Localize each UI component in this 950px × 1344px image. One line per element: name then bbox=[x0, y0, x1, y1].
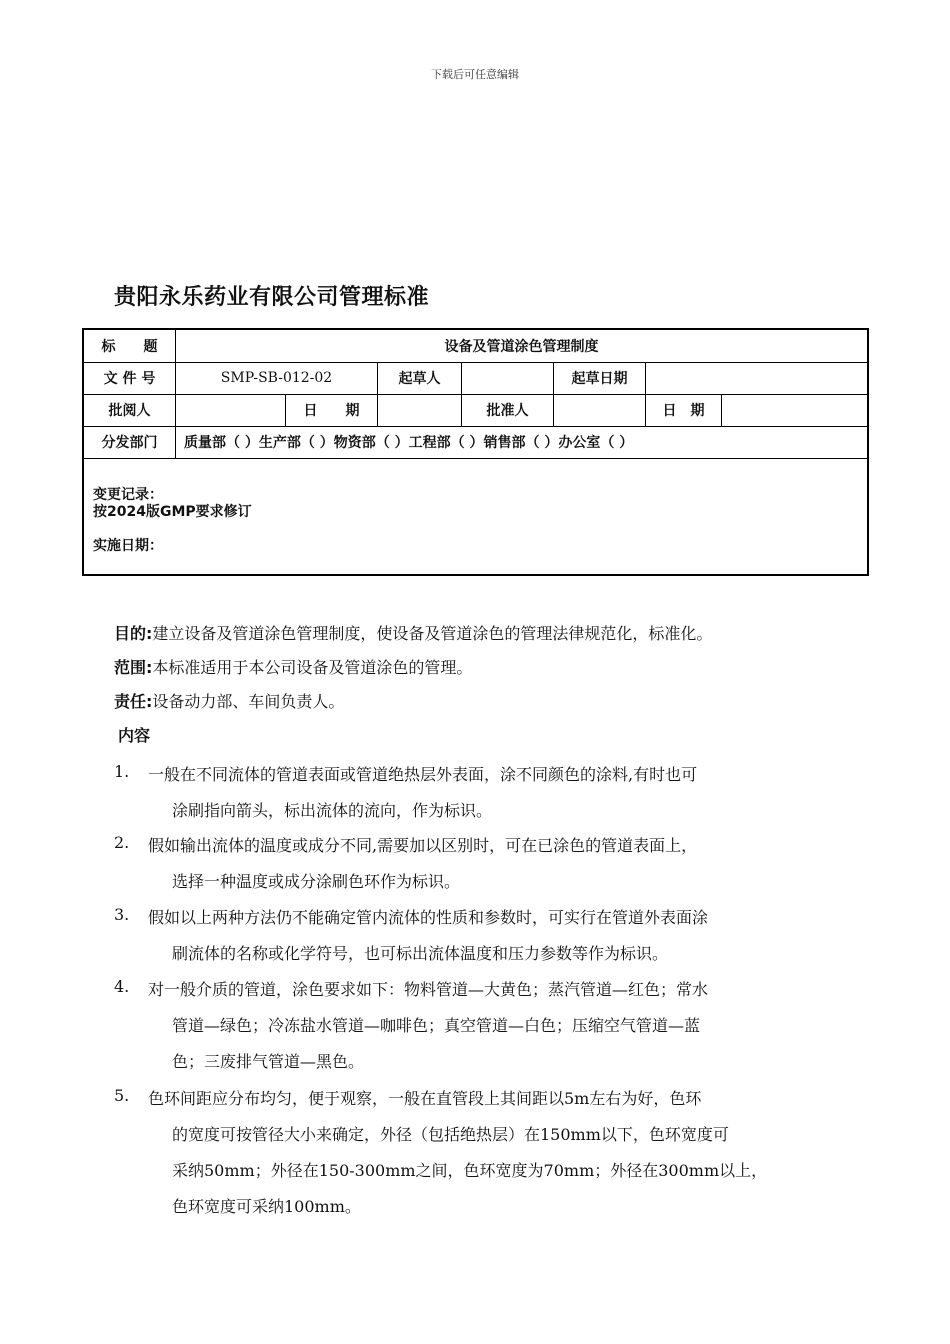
date-label-2: 日 期 bbox=[646, 394, 722, 426]
date-value-1 bbox=[378, 394, 462, 426]
table-row-distribution bbox=[84, 426, 867, 459]
effective-date-label: 实施日期： bbox=[93, 538, 163, 554]
item-line: 假如以上两种方法仍不能确定管内流体的性质和参数时，可实行在管道外表面涂 bbox=[148, 908, 709, 927]
item-number: 2. bbox=[114, 833, 130, 852]
title-value: 设备及管道涂色管理制度 bbox=[444, 339, 599, 355]
item-line: 色环宽度可采纳100mm。 bbox=[172, 1197, 361, 1216]
item-line: 的宽度可按管径大小来确定，外径（包括绝热层）在150mm以下，色环宽度可 bbox=[172, 1125, 729, 1144]
purpose-label: 目的: bbox=[114, 624, 153, 643]
item-line: 刷流体的名称或化学符号，也可标出流体温度和压力参数等作为标识。 bbox=[172, 944, 669, 963]
page-header: 下载后可任意编辑 bbox=[431, 68, 519, 81]
approver-label: 批准人 bbox=[462, 394, 554, 426]
content-heading-text: 内容 bbox=[118, 726, 151, 745]
item-line: 管道—绿色；冷冻盐水管道—咖啡色；真空管道—白色；压缩空气管道—蓝 bbox=[172, 1016, 701, 1035]
drafter-label: 起草人 bbox=[378, 362, 462, 394]
date-label-1: 日 期 bbox=[286, 394, 378, 426]
table-row-doc-no bbox=[84, 362, 867, 395]
responsibility-paragraph bbox=[114, 690, 844, 714]
draft-date-value bbox=[646, 362, 867, 394]
purpose-paragraph bbox=[114, 622, 844, 646]
scope-text: 本标准适用于本公司设备及管道涂色的管理。 bbox=[152, 658, 473, 677]
table-row-approval bbox=[84, 394, 867, 427]
change-record-value: 按2024版GMP要求修订 bbox=[93, 504, 252, 520]
title-label: 标 题 bbox=[84, 330, 176, 362]
doc-no-value: SMP-SB-012-02 bbox=[176, 362, 378, 394]
item-line: 采纳50mm；外径在150-300mm之间，色环宽度为70mm；外径在300mm以上， bbox=[172, 1161, 768, 1180]
company-title: 贵阳永乐药业有限公司管理标准 bbox=[114, 285, 430, 310]
purpose-text: 建立设备及管道涂色管理制度，使设备及管道涂色的管理法律规范化，标准化。 bbox=[152, 624, 713, 643]
item-number: 5. bbox=[114, 1086, 130, 1105]
date-value-2 bbox=[722, 394, 867, 426]
change-record-label: 变更记录： bbox=[93, 487, 163, 503]
drafter-value bbox=[462, 362, 554, 394]
item-number: 4. bbox=[114, 977, 130, 996]
item-line: 对一般介质的管道，涂色要求如下：物料管道—大黄色；蒸汽管道—红色；常水 bbox=[148, 980, 709, 999]
item-line: 色环间距应分布均匀，便于观察，一般在直管段上其间距以5m左右为好，色环 bbox=[148, 1089, 702, 1108]
distribution-value: 质量部（ ）生产部（ ）物资部（ ）工程部（ ）销售部（ ）办公室（ ） bbox=[184, 435, 634, 451]
change-record-box bbox=[84, 458, 867, 574]
item-line: 假如输出流体的温度或成分不同,需要加以区别时，可在已涂色的管道表面上， bbox=[148, 836, 698, 855]
reviewer-label: 批阅人 bbox=[84, 394, 176, 426]
approver-value bbox=[554, 394, 646, 426]
item-line: 选择一种温度或成分涂刷色环作为标识。 bbox=[172, 872, 461, 891]
responsibility-text: 设备动力部、车间负责人。 bbox=[152, 692, 345, 711]
reviewer-value bbox=[176, 394, 286, 426]
distribution-label: 分发部门 bbox=[84, 426, 176, 458]
item-line: 涂刷指向箭头，标出流体的流向，作为标识。 bbox=[172, 801, 493, 820]
scope-label: 范围: bbox=[114, 658, 153, 677]
draft-date-label: 起草日期 bbox=[554, 362, 646, 394]
document-control-table bbox=[82, 328, 869, 576]
content-heading bbox=[118, 724, 848, 748]
item-line: 一般在不同流体的管道表面或管道绝热层外表面，涂不同颜色的涂料,有时也可 bbox=[148, 765, 698, 784]
item-line: 色；三废排气管道—黑色。 bbox=[172, 1052, 365, 1071]
doc-no-label: 文 件 号 bbox=[84, 362, 176, 394]
item-number: 3. bbox=[114, 905, 130, 924]
responsibility-label: 责任: bbox=[114, 692, 153, 711]
scope-paragraph bbox=[114, 656, 844, 680]
item-number: 1. bbox=[114, 762, 130, 781]
table-row-title bbox=[84, 330, 867, 363]
